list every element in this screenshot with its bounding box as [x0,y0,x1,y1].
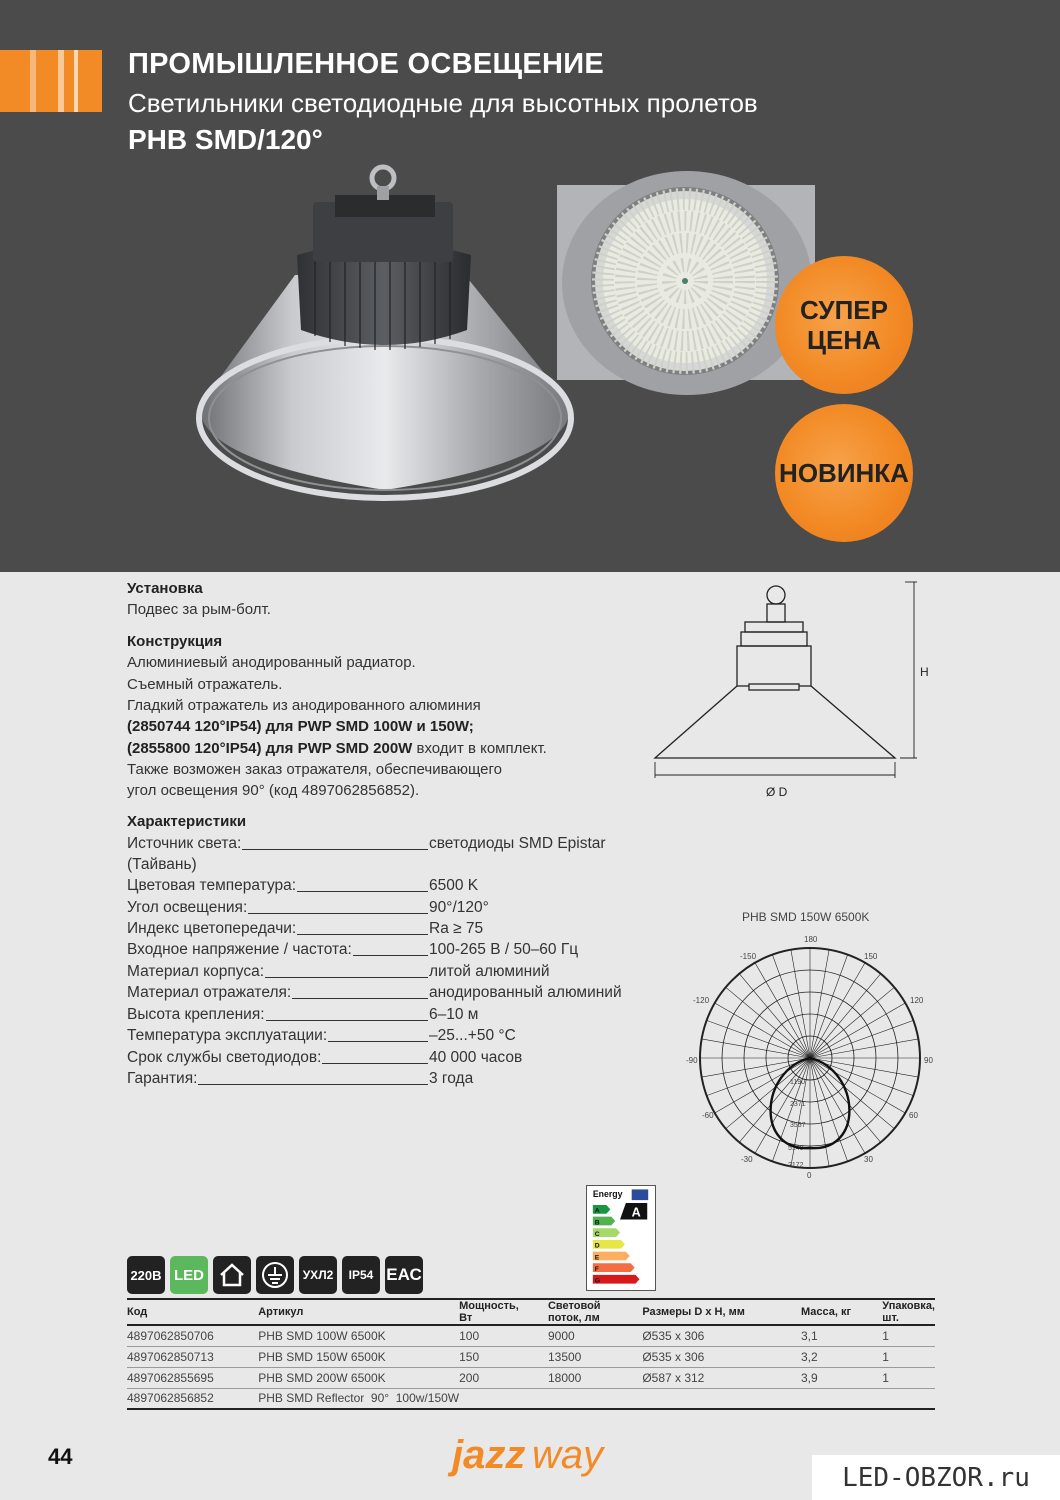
spec-row [127,920,647,940]
energy-bar-label: F [594,1266,599,1274]
col-header: Артикул [258,1299,459,1325]
height-label: H [920,665,929,679]
table-cell: 13500 [548,1346,642,1367]
spec-value: анодированный алюминий [429,984,622,1001]
watermark [812,1455,1060,1500]
brand-part-a: jazz [452,1433,526,1477]
spec-row [127,984,647,1004]
table-row [127,1367,935,1388]
table-cell: Ø535 x 306 [642,1325,801,1346]
energy-bar-label: B [594,1219,600,1227]
table-cell: 4897062855695 [127,1367,258,1388]
polar-label-30: 30 [864,1155,873,1164]
construction-heading: Конструкция [127,633,223,650]
spec-value: 90°/120° [429,899,489,916]
spec-leader-line [242,849,428,850]
page-title: ПРОМЫШЛЕННОЕ ОСВЕЩЕНИЕ [128,48,604,80]
new-badge [775,404,913,542]
spec-leader-line [266,1020,428,1021]
polar-label-150: 150 [864,952,878,961]
energy-bar-label: E [594,1254,600,1262]
construction-line: Также возможен заказ отражателя, обеспечивающего [127,761,502,778]
polar-radial-label: 2172 [788,1162,804,1169]
polar-label-m30: -30 [741,1155,753,1164]
energy-label [586,1185,656,1291]
table-cell: 200 [459,1367,548,1388]
polar-label-m120: -120 [693,996,710,1005]
reflector-code-100-150: (2850744 120°IP54) для PWP SMD 100W и 150W; [127,718,474,735]
spec-label: Срок службы светодиодов: [127,1049,322,1066]
table-cell: 4897062856852 [127,1388,258,1409]
spec-leader-line [297,891,428,892]
brand-part-b: way [532,1433,604,1477]
ground-icon [256,1256,294,1294]
spec-row [127,1027,647,1047]
table-cell: 3,9 [801,1367,882,1388]
table-cell: 150 [459,1346,548,1367]
polar-radial-label: 3557 [790,1122,806,1129]
col-header: Масса, кг [801,1299,882,1325]
table-row [127,1346,935,1367]
table-cell: 9000 [548,1325,642,1346]
table-cell: 3,1 [801,1325,882,1346]
badge-text-line1: СУПЕР [800,295,888,325]
polar-label-60: 60 [909,1111,918,1120]
spec-leader-line [322,1063,428,1064]
table-cell: Ø535 x 306 [642,1346,801,1367]
spec-row [127,1049,647,1069]
spec-label: Индекс цветопередачи: [127,920,297,937]
spec-leader-line [248,913,428,914]
spec-label: Цветовая температура: [127,877,297,894]
page-subtitle: Светильники светодиодные для высотных пролетов [128,88,758,118]
spec-value: литой алюминий [429,963,550,980]
energy-title: Energy [592,1189,623,1200]
table-cell: 1 [882,1367,935,1388]
spec-label: Высота крепления: [127,1006,265,1023]
table-cell: PHB SMD 200W 6500K [258,1367,459,1388]
table-cell [882,1388,935,1409]
spec-row [127,877,647,897]
spec-row [127,941,647,961]
spec-label: Угол освещения: [127,899,248,916]
page-number: 44 [48,1444,73,1469]
table-cell: PHB SMD 100W 6500K [258,1325,459,1346]
spec-label: Входное напряжение / частота: [127,941,352,958]
col-header: Размеры D x H, мм [642,1299,801,1325]
construction-tail: входит в комплект. [412,740,547,757]
header-band [0,0,1060,572]
install-text: Подвес за рым-болт. [127,601,271,618]
polar-label-m150: -150 [740,952,757,961]
spec-value: светодиоды SMD Epistar [429,835,606,852]
table-cell [801,1388,882,1409]
polar-label-m90: -90 [686,1056,698,1065]
spec-leader-line [265,977,428,978]
spec-row [127,1070,647,1090]
energy-bar-label: C [594,1231,600,1239]
specs-heading: Характеристики [127,813,247,830]
dimension-drawing [645,578,935,803]
spec-label: Материал корпуса: [127,963,265,980]
spec-label: Материал отражателя: [127,984,292,1001]
led-module-photo [557,185,815,380]
col-header: Мощность, Вт [459,1299,548,1325]
col-header: Код [127,1299,258,1325]
badge-text-line2: ЦЕНА [807,325,881,355]
energy-bar-label: A [594,1207,600,1215]
spec-value: Ra ≥ 75 [429,920,484,937]
house-icon [213,1256,251,1294]
model-title: PHB SMD/120° [128,124,323,155]
table-cell: 18000 [548,1367,642,1388]
construction-line: Алюминиевый анодированный радиатор. [127,654,416,671]
spec-value: 3 года [429,1070,474,1087]
table-cell: PHB SMD 150W 6500K [258,1346,459,1367]
spec-value: 6500 K [429,877,479,894]
jazzway-logo [452,1430,612,1484]
spec-leader-line [353,955,428,956]
polar-label-90: 90 [924,1056,933,1065]
table-cell: 1 [882,1346,935,1367]
table-row [127,1325,935,1346]
spec-row [127,963,647,983]
polar-chart-title: PHB SMD 150W 6500K [742,910,870,924]
eac-icon: ЕАС [385,1256,423,1294]
led-icon: LED [170,1256,208,1294]
table-cell: 4897062850713 [127,1346,258,1367]
diameter-label: Ø D [766,785,788,799]
table-cell: PHB SMD Reflector 90° 100w/150W [258,1388,459,1409]
spec-value: –25...+50 °С [429,1027,516,1044]
energy-bar-label: D [594,1242,600,1250]
polar-label-120: 120 [910,996,924,1005]
table-cell: 3,2 [801,1346,882,1367]
construction-line [127,740,547,757]
voltage-220-icon: 220В [127,1256,165,1294]
spec-row [127,835,647,855]
spec-row [127,1006,647,1026]
certification-icons [127,1256,423,1294]
polar-label-0: 0 [807,1171,812,1180]
header-accent-stripes [0,50,102,112]
table-cell [459,1388,548,1409]
spec-label-continuation: (Тайвань) [127,856,197,873]
polar-label-180: 180 [804,935,818,944]
construction-line [127,718,474,735]
polar-label-m60: -60 [702,1111,714,1120]
polar-radial-label: 2371 [790,1101,806,1108]
col-header: Упаковка, шт. [882,1300,935,1324]
super-price-badge [775,256,913,394]
table-cell: 1 [882,1325,935,1346]
lamp-photo [195,160,575,510]
energy-class: A [631,1205,641,1220]
spec-value: 6–10 м [429,1006,479,1023]
spec-label: Гарантия: [127,1070,198,1087]
table-cell: 4897062850706 [127,1325,258,1346]
spec-leader-line [297,934,428,935]
spec-value: 40 000 часов [429,1049,523,1066]
table-row [127,1388,935,1409]
table-cell [548,1388,642,1409]
product-table [127,1298,935,1410]
polar-chart [686,930,935,1182]
install-heading: Установка [127,580,203,597]
energy-bar [593,1263,635,1272]
spec-leader-line [292,998,428,999]
construction-line: Съемный отражатель. [127,676,283,693]
spec-leader-line [328,1041,428,1042]
polar-radial-label: 5149 [788,1145,804,1152]
table-cell: 100 [459,1325,548,1346]
spec-row [127,899,647,919]
polar-radial-label: 1190 [790,1079,806,1086]
table-cell [642,1388,801,1409]
table-cell: Ø587 x 312 [642,1367,801,1388]
reflector-code-200: (2855800 120°IP54) для PWP SMD 200W [127,740,413,757]
construction-line: угол освещения 90° (код 4897062856852). [127,782,420,799]
badge-new-text: НОВИНКА [779,458,909,488]
spec-leader-line [198,1084,428,1085]
col-header: Световой поток, лм [548,1299,642,1325]
spec-label: Источник света: [127,835,242,852]
spec-value: 100-265 В / 50–60 Гц [429,941,579,958]
spec-label: Температура эксплуатации: [127,1027,328,1044]
energy-bar-label: G [594,1277,601,1285]
construction-line: Гладкий отражатель из анодированного алюминия [127,697,481,714]
ip54-icon: IP54 [342,1256,380,1294]
site-watermark: LED-OBZOR.ru [842,1462,1030,1493]
uhl2-icon: УХЛ2 [299,1256,337,1294]
